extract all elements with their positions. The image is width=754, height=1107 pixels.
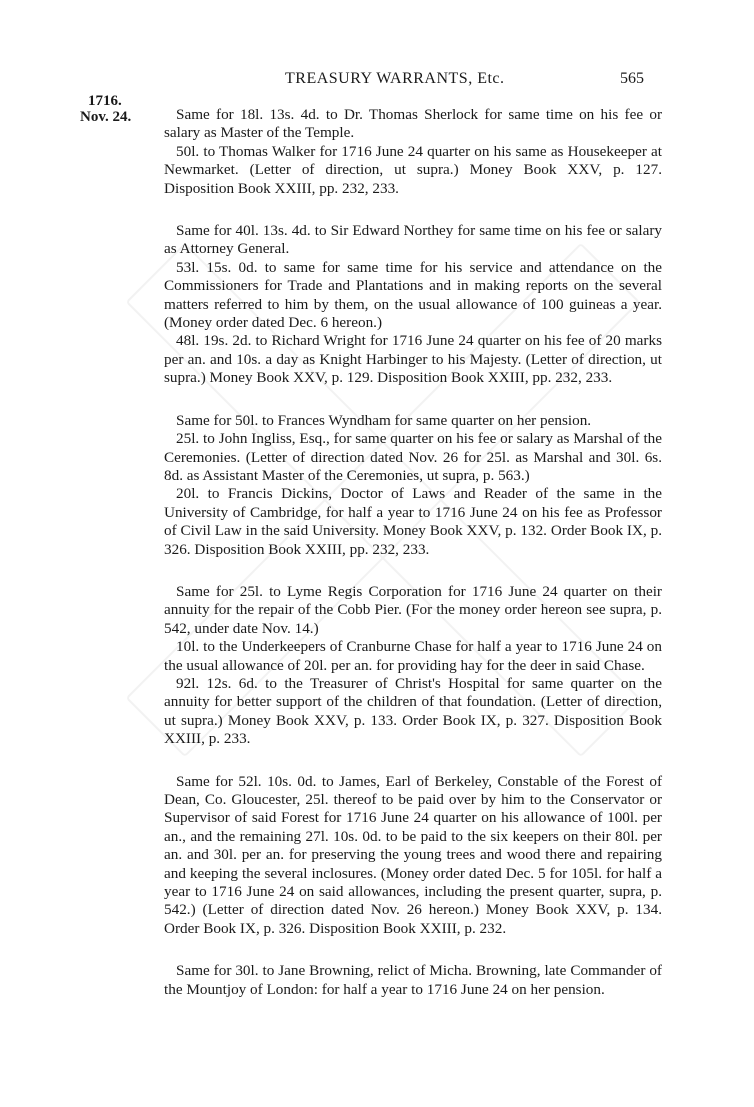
entry [164, 962, 662, 999]
margin-date: Nov. 24. [80, 109, 132, 125]
paragraph: 48l. 19s. 2d. to Richard Wright for 1716 June 24 quarter on his fee of 20 marks per an. and 10s. a day as Knight Harbinger to his Majesty. (Letter of direction, ut supra.) Money Book XXV, p. 129. Disposition Book XXIII, pp. 232, 233. [164, 332, 662, 387]
page-header [0, 70, 754, 94]
entry [164, 412, 662, 559]
margin-year: 1716. [88, 93, 122, 109]
entry [164, 222, 662, 388]
running-head: TREASURY WARRANTS, Etc. [285, 70, 505, 87]
paragraph: Same for 52l. 10s. 0d. to James, Earl of Berkeley, Constable of the Forest of Dean, Co. Gloucester, 25l. thereof to be paid over by him to the Conservator or Supervisor of said Forest for 1716 June 24 quarter on his allowance of 100l. per an., and the remaining 27l. 10s. 0d. to be paid to the six keepers on their 80l. per an. and 30l. per an. for preserving the young trees and wood there and repairing and keeping the several inclosures. (Money order dated Dec. 5 for 105l. for half a year to 1716 June 24 on said allowances, including the present quarter, supra, p. 542.) (Letter of direction dated Nov. 26 hereon.) Money Book XXV, p. 134. Order Book IX, p. 326. Disposition Book XXIII, p. 232. [164, 772, 662, 937]
paragraph: 25l. to John Ingliss, Esq., for same quarter on his fee or salary as Marshal of the Ceremonies. (Letter of direction dated Nov. 26 for 25l. as Marshal and 30l. 6s. 8d. as Assistant Master of the Ceremonies, ut supra, p. 563.) [164, 430, 662, 484]
paragraph: 20l. to Francis Dickins, Doctor of Laws and Reader of the same in the University of Cambridge, for half a year to 1716 June 24 on his fee as Professor of Civil Law in the said University. Money Book XXV, p. 132. Order Book IX, p. 326. Disposition Book XXIII, pp. 232, 233. [164, 485, 662, 558]
entry [164, 583, 662, 749]
paragraph: Same for 18l. 13s. 4d. to Dr. Thomas Sherlock for same time on his fee or salary as Master of the Temple. [164, 106, 662, 142]
paragraph: Same for 25l. to Lyme Regis Corporation for 1716 June 24 quarter on their annuity for the repair of the Cobb Pier. (For the money order hereon see supra, p. 542, under date Nov. 14.) [164, 582, 662, 637]
entry [164, 106, 662, 198]
paragraph: Same for 30l. to Jane Browning, relict of Micha. Browning, late Commander of the Mountjoy of London: for half a year to 1716 June 24 on her pension. [164, 962, 662, 998]
document-body [164, 106, 662, 1023]
paragraph: 53l. 15s. 0d. to same for same time for his service and attendance on the Commissioners for Trade and Plantations and in making reports on the several matters referred to him by them, on the usual allowance of 100 guineas a year. (Money order dated Dec. 6 hereon.) [164, 258, 662, 332]
paragraph: 10l. to the Underkeepers of Cranburne Chase for half a year to 1716 June 24 on the usual allowance of 20l. per an. for providing hay for the deer in said Chase. [164, 638, 662, 674]
page-number: 565 [620, 70, 644, 87]
paragraph: 50l. to Thomas Walker for 1716 June 24 quarter on his same as Housekeeper at Newmarket. (Letter of direction, ut supra.) Money Book XXV, p. 127. Disposition Book XXIII, pp. 232, 233. [164, 142, 662, 197]
entry [164, 773, 662, 939]
paragraph: 92l. 12s. 6d. to the Treasurer of Christ's Hospital for same quarter on the annuity for better support of the children of that foundation. (Letter of direction, ut supra.) Money Book XXV, p. 133. Order Book IX, p. 327. Disposition Book XXIII, p. 233. [164, 674, 662, 748]
paragraph: Same for 40l. 13s. 4d. to Sir Edward Northey for same time on his fee or salary as Attorney General. [164, 222, 662, 258]
paragraph: Same for 50l. to Frances Wyndham for same quarter on her pension. [176, 411, 592, 429]
